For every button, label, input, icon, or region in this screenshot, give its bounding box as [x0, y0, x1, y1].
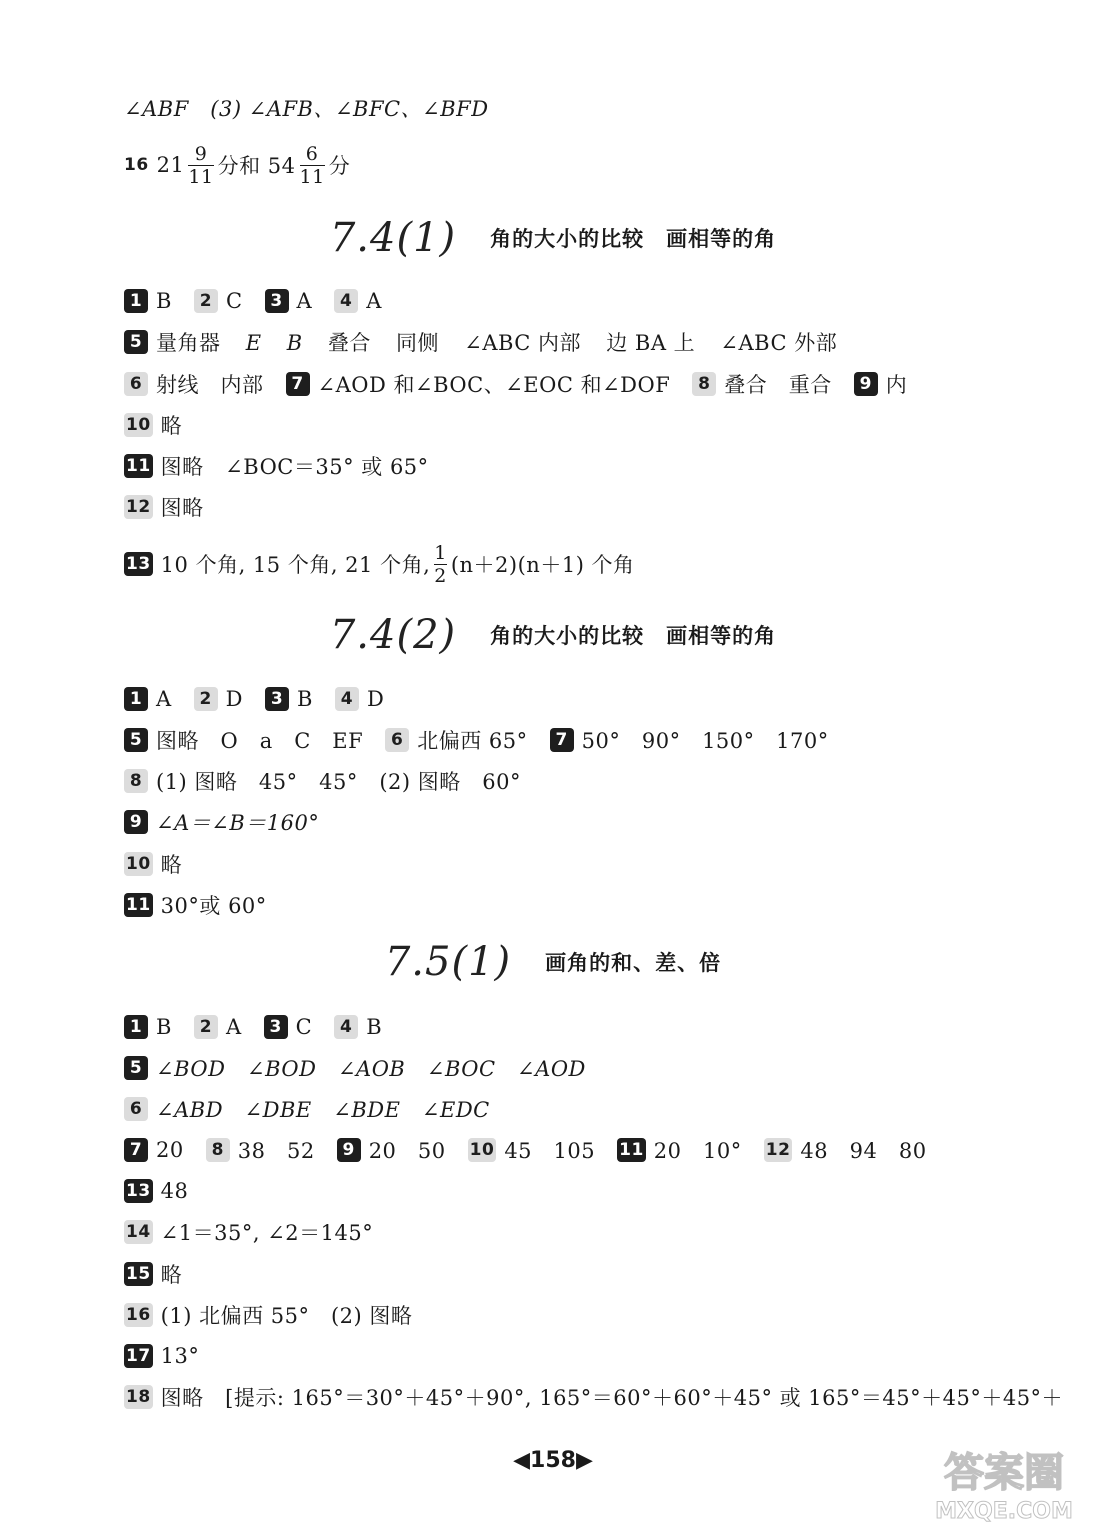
answer-text: 13° — [160, 1344, 200, 1368]
answer-text: A — [156, 687, 172, 711]
question-number: 2 — [194, 1015, 218, 1039]
svg-text:答案圈: 答案圈 — [944, 1450, 1064, 1496]
answer-text: ∠BOD ∠BOD ∠AOB ∠BOC ∠AOD — [156, 1057, 586, 1081]
section-title: 角的大小的比较 画相等的角 — [490, 227, 777, 251]
q12-row — [124, 487, 204, 527]
question-number: 16 — [126, 1305, 151, 1325]
answer-text: 略 — [160, 1263, 183, 1287]
q13-row — [124, 1171, 188, 1211]
section-title: 角的大小的比较 画相等的角 — [490, 624, 777, 648]
section-heading-7-4-2 — [0, 605, 1106, 665]
q7-12-row — [124, 1130, 949, 1170]
mc-row — [124, 281, 404, 321]
question-number: 18 — [126, 1387, 151, 1407]
answer-text: (1) 北偏西 55° (2) 图略 — [160, 1304, 413, 1328]
question-number: 1 — [124, 289, 148, 313]
question-number: 6 — [385, 728, 409, 752]
q5-row — [124, 1048, 586, 1088]
question-number: 6 — [124, 1097, 148, 1121]
answer-text: 45 105 — [504, 1139, 596, 1163]
answer-text: B — [366, 1015, 383, 1039]
watermark-logo — [914, 1438, 1094, 1528]
answer-text: (1) 图略 45° 45° (2) 图略 60° — [156, 770, 522, 794]
question-number: 8 — [124, 769, 148, 793]
question-number: 6 — [124, 372, 148, 396]
numerator: 9 — [194, 142, 208, 165]
question-number: 15 — [126, 1264, 151, 1284]
section-title: 画角的和、差、倍 — [545, 951, 722, 975]
answer-text: 边 BA 上 — [606, 331, 696, 355]
answer-text: 量角器 — [156, 331, 221, 355]
answer-text: C — [295, 1015, 313, 1039]
question-number: 1 — [124, 687, 148, 711]
answer-text: 10 个角, 15 个角, 21 个角, — [160, 553, 431, 577]
answer-text: ∠AOD 和∠BOC、∠EOC 和∠DOF — [317, 373, 671, 397]
answer-text: 图略 [提示: 165°＝30°＋45°＋90°, 165°＝60°＋60°＋45° 或 165°＝45°＋45°＋45°＋ — [160, 1386, 1064, 1410]
section-heading-7-5-1 — [0, 932, 1106, 992]
denominator: 11 — [299, 165, 325, 188]
answer-text: ∠ABF (3) ∠AFB、∠BFC、∠BFD — [124, 97, 489, 121]
question-number: 5 — [124, 330, 148, 354]
answer-text: 内 — [885, 373, 908, 397]
answer-text: C — [225, 289, 243, 313]
answer-text: 图略 ∠BOC＝35° 或 65° — [160, 455, 429, 479]
denominator: 11 — [188, 165, 214, 188]
answer-text: ∠1＝35°, ∠2＝145° — [160, 1221, 374, 1245]
numerator: 1 — [434, 541, 447, 564]
answer-text: 叠合 — [327, 331, 371, 355]
answer-text: 48 — [160, 1179, 189, 1203]
page-arrow-right-icon: ▶ — [575, 1448, 593, 1473]
question-number: 5 — [124, 1056, 148, 1080]
answer-text: 20 10° — [653, 1139, 742, 1163]
answer-text: 30°或 60° — [160, 894, 267, 918]
answer-text: 分和 54 — [217, 154, 296, 178]
question-number: 3 — [265, 289, 289, 313]
answer-text: A — [296, 289, 313, 313]
question-number: 8 — [692, 372, 716, 396]
q10-row — [124, 405, 182, 445]
q13-row — [124, 540, 635, 588]
q15-row — [124, 1254, 182, 1294]
answer-text: ∠ABD ∠DBE ∠BDE ∠EDC — [156, 1098, 490, 1122]
section-heading-7-4-1 — [0, 208, 1106, 268]
answer-text: B — [297, 687, 313, 711]
question-number: 9 — [854, 372, 878, 396]
question-number: 10 — [126, 415, 151, 435]
question-number: 2 — [194, 687, 218, 711]
question-number: 12 — [765, 1140, 791, 1160]
answer-text: 20 50 — [368, 1139, 446, 1163]
answer-text: 图略 — [160, 496, 204, 520]
answer-text: D — [366, 687, 385, 711]
question-number: 3 — [265, 687, 289, 711]
fraction — [300, 143, 325, 188]
question-number: 17 — [126, 1346, 151, 1366]
answer-text: ∠ABC 内部 — [464, 331, 582, 355]
question-number: 1 — [124, 1015, 148, 1039]
q11-row — [124, 885, 267, 925]
numerator: 6 — [305, 142, 319, 165]
question-number: 4 — [335, 687, 359, 711]
question-number: 7 — [550, 728, 574, 752]
answer-text: 分 — [328, 154, 351, 178]
answer-text: 50° 90° 150° 170° — [581, 729, 829, 753]
q6-9-row — [124, 364, 929, 404]
question-number: 3 — [264, 1015, 288, 1039]
question-number: 2 — [194, 289, 218, 313]
q18-row — [124, 1377, 1063, 1417]
svg-text:MXQE.COM: MXQE.COM — [935, 1499, 1073, 1524]
q16-row — [124, 142, 351, 188]
fraction — [434, 542, 447, 587]
q11-row — [124, 446, 429, 486]
q9-row — [124, 802, 319, 842]
answer-text: 同侧 — [396, 331, 440, 355]
page-arrow-left-icon: ◀ — [513, 1448, 531, 1473]
answer-text: (n＋2)(n＋1) 个角 — [450, 553, 635, 577]
question-number: 4 — [334, 289, 358, 313]
question-number: 5 — [124, 728, 148, 752]
answer-text: ∠ABC 外部 — [720, 331, 838, 355]
q5-row — [124, 322, 855, 362]
mc-row — [124, 1007, 404, 1047]
section-code: 7.4(2) — [329, 612, 457, 658]
question-number: 16 — [124, 155, 149, 175]
answer-text: E — [245, 331, 262, 355]
fraction — [188, 143, 213, 188]
answer-text: B — [156, 1015, 172, 1039]
question-number: 9 — [124, 810, 148, 834]
answer-text: D — [225, 687, 244, 711]
answer-text: 图略 O a C EF — [156, 729, 364, 753]
answer-text: B — [286, 331, 303, 355]
question-number: 11 — [126, 895, 151, 915]
question-number: 14 — [126, 1222, 151, 1242]
answer-text: A — [366, 289, 382, 313]
question-number: 7 — [286, 372, 310, 396]
question-number: 8 — [206, 1138, 230, 1162]
q10-row — [124, 844, 182, 884]
answer-text: 北偏西 65° — [417, 729, 528, 753]
question-number: 4 — [334, 1015, 358, 1039]
question-number: 10 — [469, 1140, 495, 1160]
question-number: 13 — [126, 554, 151, 574]
answer-text: B — [156, 289, 172, 313]
answer-list — [156, 327, 855, 357]
q6-row — [124, 1089, 490, 1129]
question-number: 10 — [126, 854, 151, 874]
question-number: 11 — [126, 456, 151, 476]
q14-row — [124, 1212, 373, 1252]
q17-row — [124, 1336, 199, 1376]
answer-text: ∠A＝∠B＝160° — [156, 811, 320, 835]
q8-row — [124, 761, 521, 801]
question-number: 12 — [126, 497, 151, 517]
answer-text: 叠合 重合 — [724, 373, 832, 397]
question-number: 9 — [337, 1138, 361, 1162]
question-number: 11 — [619, 1140, 644, 1160]
page-number-text: 158 — [530, 1448, 576, 1473]
section-code: 7.5(1) — [384, 939, 512, 985]
question-number: 13 — [126, 1181, 151, 1201]
answer-line-abf — [124, 88, 489, 128]
answer-text: 略 — [160, 853, 183, 877]
question-number: 7 — [124, 1138, 148, 1162]
answer-text: 射线 内部 — [156, 373, 264, 397]
answer-text: 21 — [156, 153, 185, 177]
denominator: 2 — [434, 564, 447, 587]
answer-text: 略 — [160, 414, 183, 438]
answer-text: 38 52 — [237, 1139, 315, 1163]
mc-row — [124, 679, 406, 719]
section-code: 7.4(1) — [329, 215, 457, 261]
answer-text: A — [225, 1015, 242, 1039]
answer-text: 20 — [156, 1138, 184, 1162]
answer-text: 48 94 80 — [800, 1139, 927, 1163]
q16-row — [124, 1295, 412, 1335]
q5-7-row — [124, 720, 851, 760]
